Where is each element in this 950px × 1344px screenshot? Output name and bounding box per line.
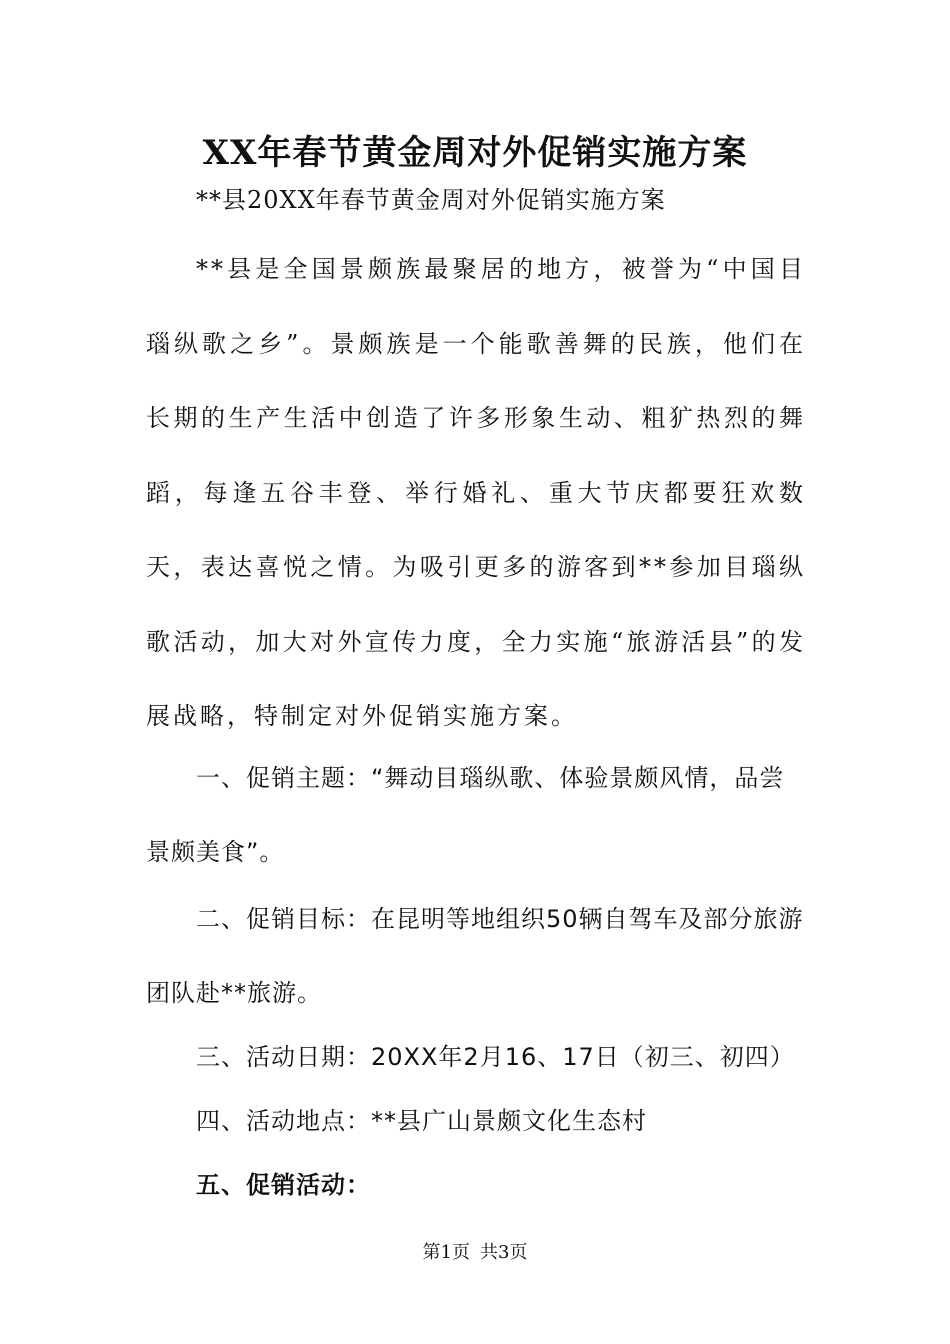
document-title: XX年春节黄金周对外促销实施方案 [202,133,748,173]
page-total: 共3页 [480,1242,528,1263]
section-activity-date: 三、活动日期：20XX年2月16、17日（初三、初四） [196,1043,795,1071]
section-promotion-activities: 五、促销活动： [196,1171,371,1199]
section-promotion-theme: 一、促销主题：“舞动目瑙纵歌、体验景颇风情，品尝景颇美食”。 [146,764,785,866]
section-promotion-goal: 二、促销目标：在昆明等地组织50辆自驾车及部分旅游团队赴**旅游。 [146,905,804,1007]
section-activity-location: 四、活动地点：**县广山景颇文化生态村 [196,1107,647,1135]
intro-paragraph: **县是全国景颇族最聚居的地方，被誉为“中国目瑙纵歌之乡”。景颇族是一个能歌善舞的民族，他们在长期的生产生活中创造了许多形象生动、粗犷热烈的舞蹈，每逢五谷丰登、举行婚礼、重大节庆都要狂欢数天，表达喜悦之情。为吸引更多的游客到**参加目瑙纵歌活动，加大对外宣传力度，全力实施“旅游活县”的发展战略，特制定对外促销实施方案。 [146,255,806,730]
document-subtitle: **县20XX年春节黄金周对外促销实施方案 [196,186,666,214]
page-footer [0,1238,950,1268]
page-number: 第1页 [422,1242,470,1263]
